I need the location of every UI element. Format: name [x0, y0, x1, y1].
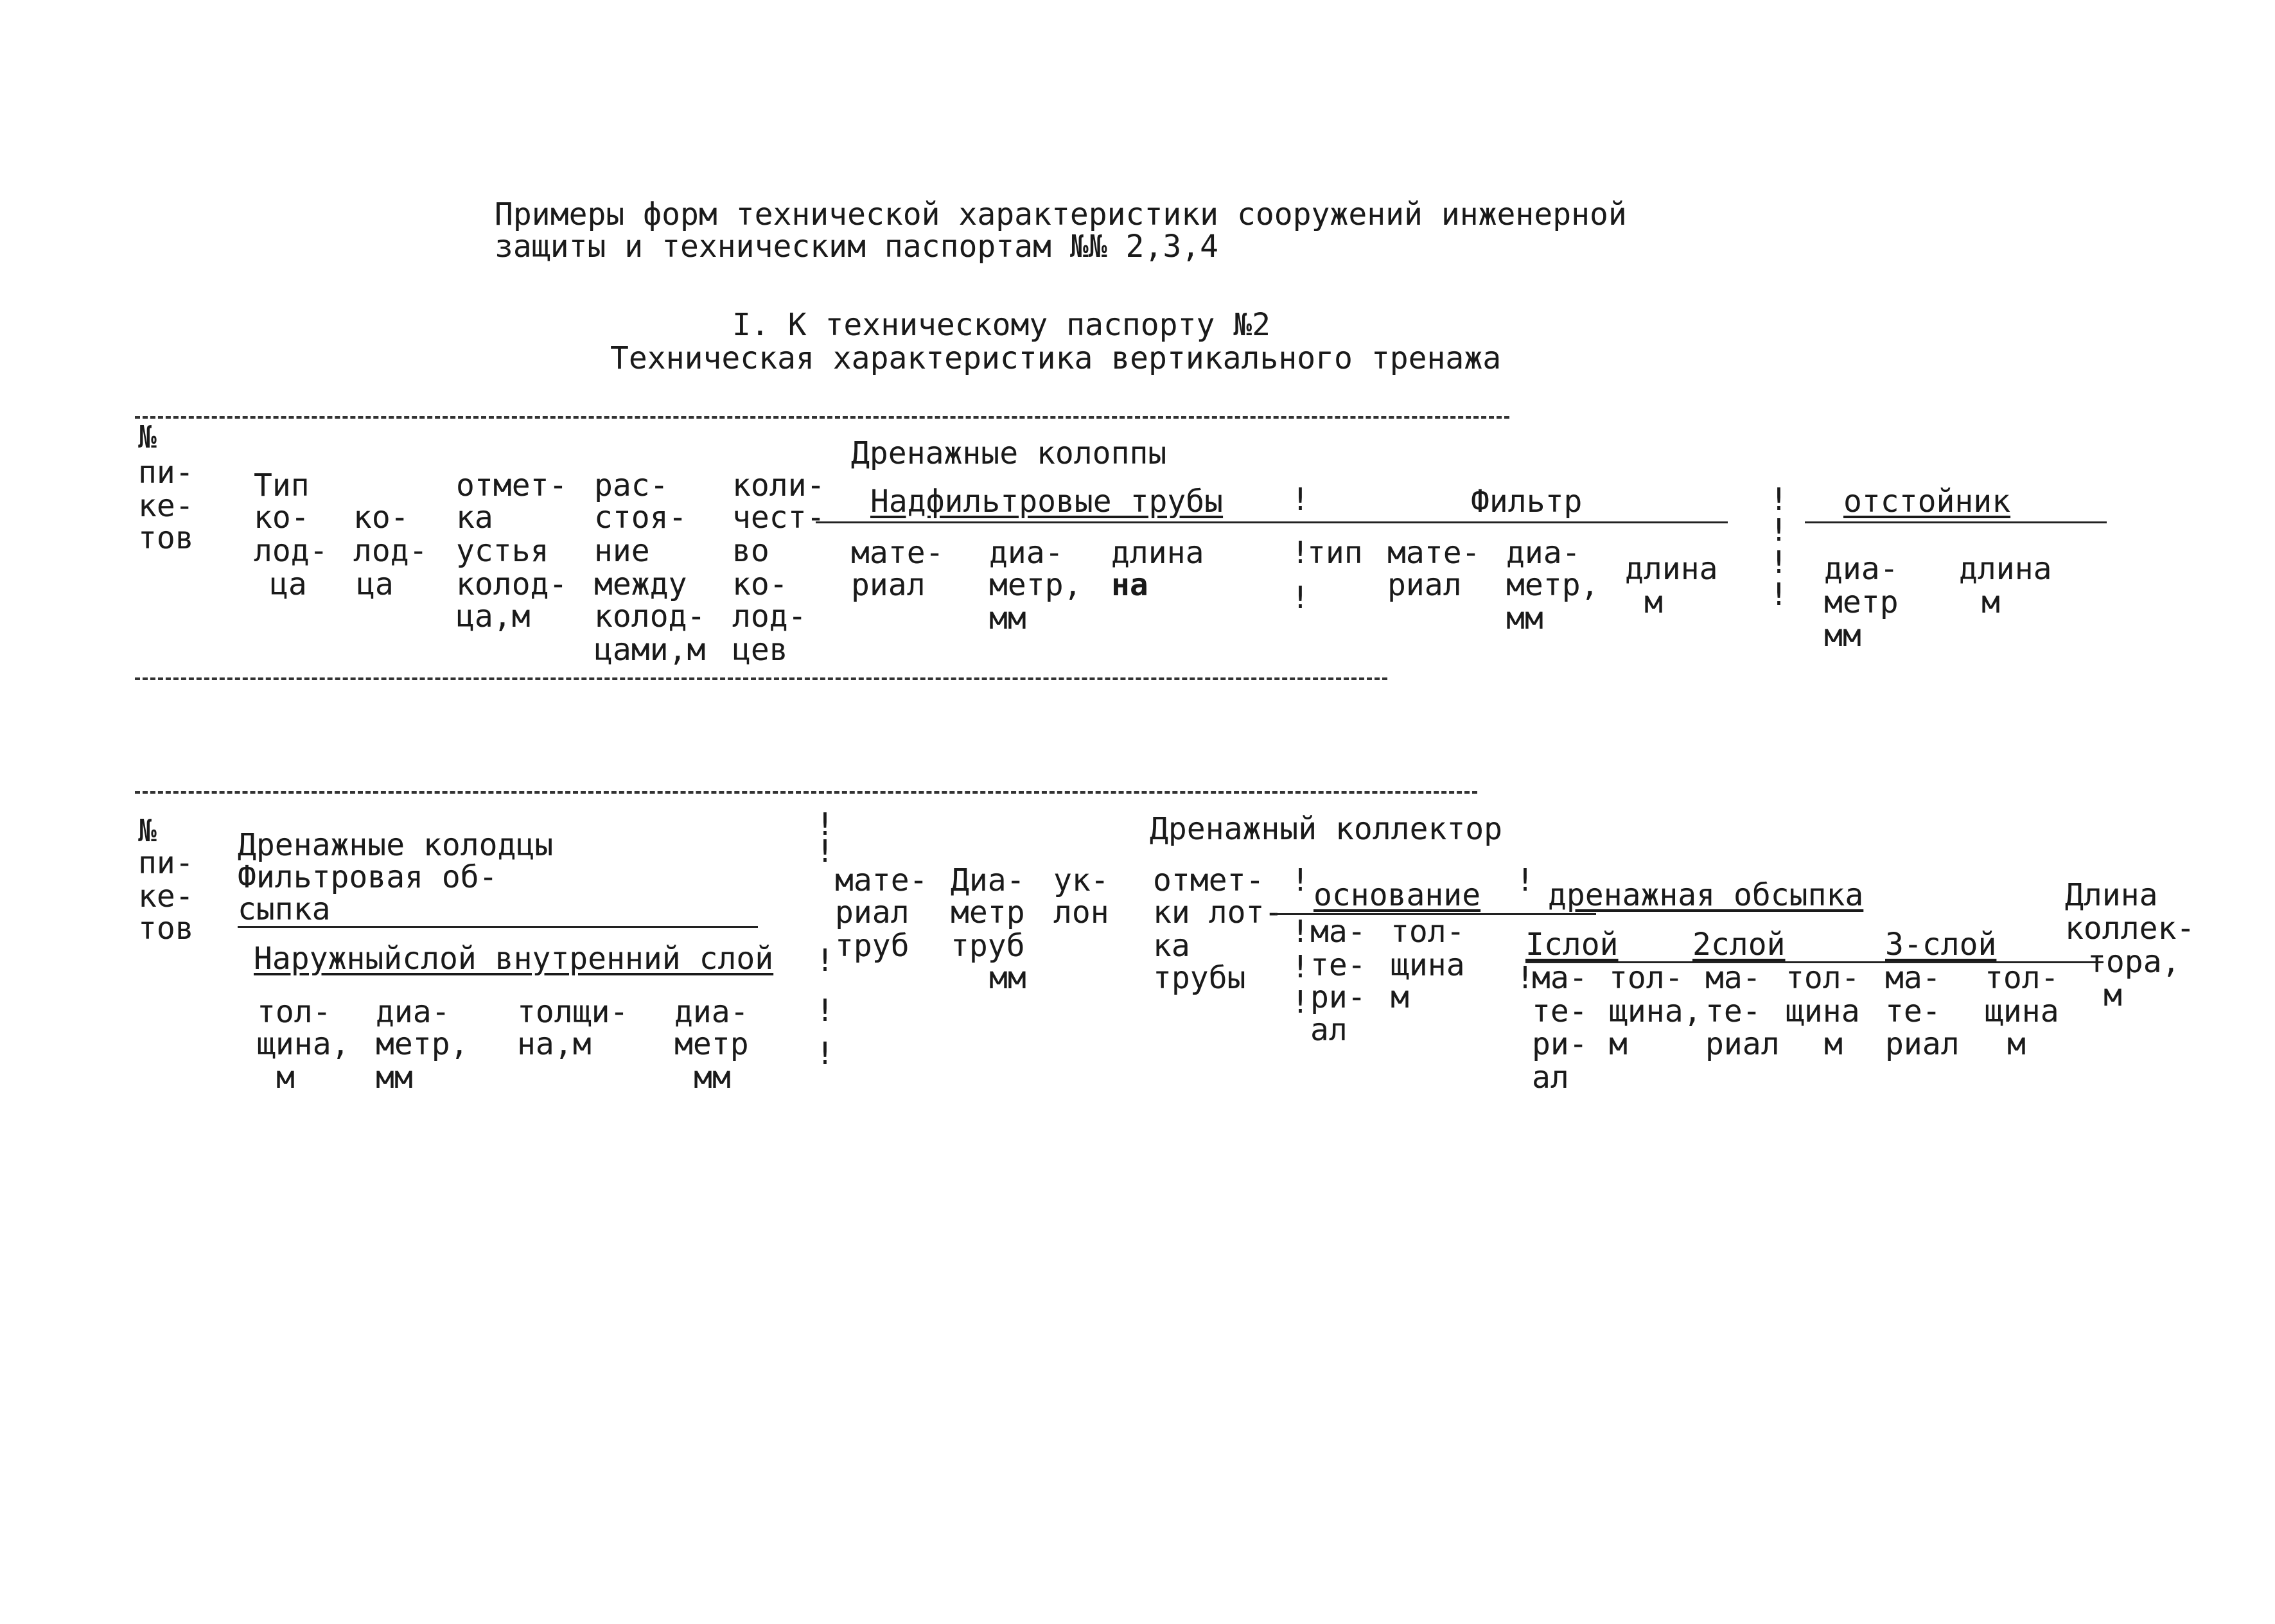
table2-sep: !	[816, 943, 834, 979]
table1-filter-type: тип	[1307, 535, 1363, 571]
table2-sep: !	[1516, 862, 1534, 898]
table1-sep: !	[1291, 482, 1310, 518]
table2-base: основание	[1313, 877, 1481, 913]
table1-sep: !	[1770, 577, 1788, 613]
table2-drain-fill: дренажная обсыпка	[1548, 877, 1864, 913]
table1-group-filter: Фильтр	[1471, 484, 1583, 520]
table1-settler-rule	[1805, 521, 2107, 523]
table1-group-pipes: Надфильтровые трубы	[870, 484, 1224, 520]
table1-group-drain-wells: Дренажные колоппы	[851, 435, 1167, 471]
section-title: I. К техническому паспорту №2	[732, 307, 1271, 343]
table2-layer3: 3-слой	[1885, 927, 1997, 963]
table1-sep: !	[1291, 580, 1310, 616]
table1-sep: !	[1291, 535, 1310, 571]
table2-filter-fill-1: Фильтровая об-	[238, 859, 498, 895]
table1-top-border	[135, 416, 1509, 419]
table2-sep: !	[1291, 949, 1310, 985]
table1-sep: !	[1770, 512, 1788, 548]
table1-group-settler: отстойник	[1843, 484, 2011, 520]
table2-sep: !	[1291, 984, 1310, 1020]
page-title-line2: защиты и техническим паспортам №№ 2,3,4	[495, 229, 1219, 265]
table1-group-rule	[816, 521, 1728, 523]
table2-sep: !	[816, 807, 834, 843]
table1-bottom-border	[135, 677, 1387, 680]
table1-sep: !	[1770, 482, 1788, 518]
table2-sep: !	[816, 1036, 834, 1072]
table2-group-drain-wells: Дренажные колодцы	[238, 827, 554, 863]
table1-sep: !	[1770, 545, 1788, 581]
table2-sep: !	[1291, 914, 1310, 950]
table-title: Техническая характеристика вертикального тренажа	[610, 340, 1502, 376]
table2-layer2: 2слой	[1692, 927, 1786, 963]
table2-sep: !	[1291, 862, 1310, 898]
table2-group-collector: Дренажный коллектор	[1150, 811, 1503, 847]
table2-layers: Наружныйслой внутренний слой	[254, 941, 774, 977]
page-title-line1: Примеры форм технической характеристики сооружений инженерной	[495, 196, 1627, 232]
table2-sep: !	[1516, 960, 1534, 996]
table2-top-border	[135, 791, 1477, 794]
table2-sep: !	[816, 993, 834, 1029]
table2-layer1: Iслой	[1525, 927, 1619, 963]
table2-sep: !	[816, 834, 834, 869]
table2-filter-fill-2: сыпка	[238, 891, 331, 927]
table2-filter-fill-rule	[238, 926, 758, 928]
